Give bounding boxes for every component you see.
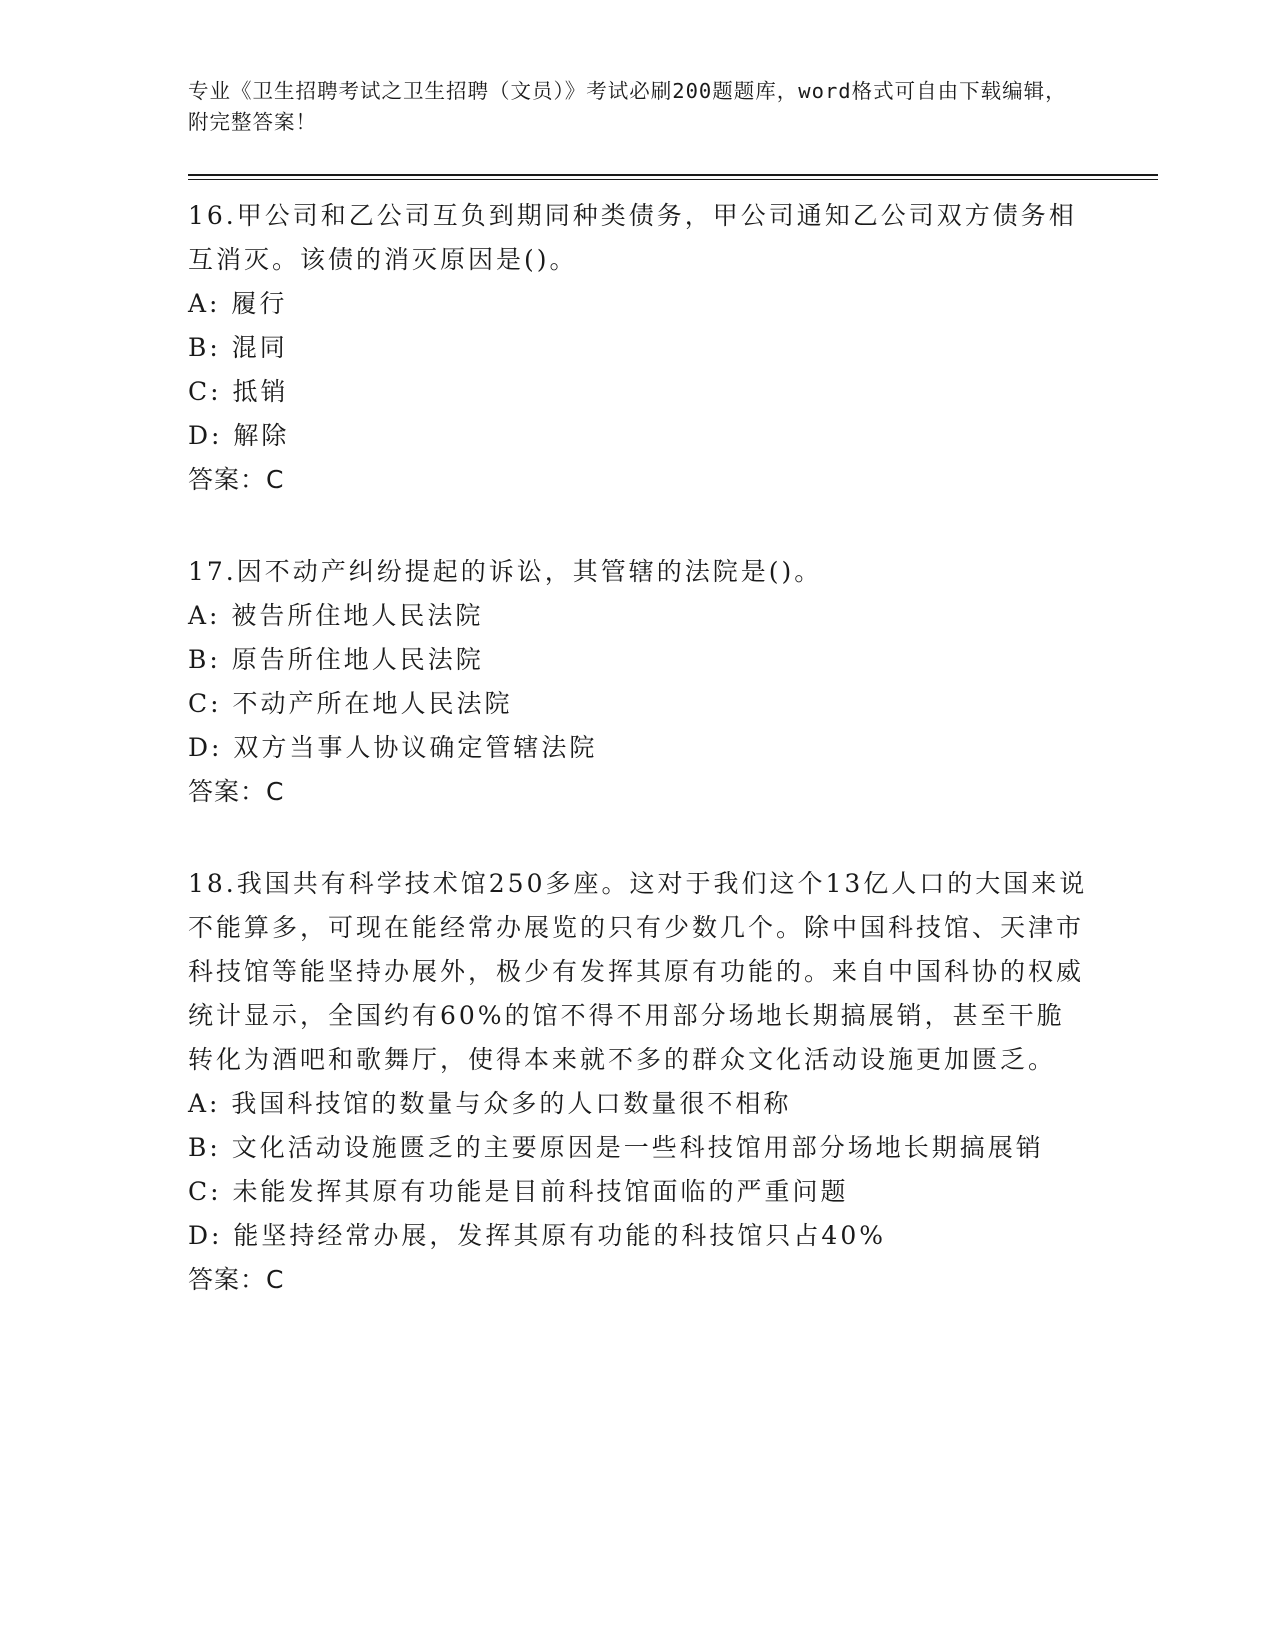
question-stem: 17.因不动产纠纷提起的诉讼，其管辖的法院是()。 [188,557,823,586]
answer: 答案：C [188,465,285,494]
option-a: A: 履行 [188,289,288,318]
option-c: C: 抵销 [188,377,289,406]
option-b: B: 原告所住地人民法院 [188,645,484,674]
question-18 [188,862,1158,1302]
option-d: D: 解除 [188,421,290,450]
question-stem: 16.甲公司和乙公司互负到期同种类债务，甲公司通知乙公司双方债务相互消灭。该债的消灭原因是()。 [188,201,1077,274]
option-b: B: 文化活动设施匮乏的主要原因是一些科技馆用部分场地长期搞展销 [188,1133,1044,1162]
option-c: C: 不动产所在地人民法院 [188,689,513,718]
answer: 答案：C [188,1265,285,1294]
option-c: C: 未能发挥其原有功能是目前科技馆面临的严重问题 [188,1177,849,1206]
question-17 [188,550,1158,814]
document-page [188,0,1158,1302]
question-stem: 18.我国共有科学技术馆250多座。这对于我们这个13亿人口的大国来说不能算多，可现在能经常办展览的只有少数几个。除中国科技馆、天津市科技馆等能坚持办展外，极少有发挥其原有功能的。来自中国科协的权威统计显示，全国约有60%的馆不得不用部分场地长期搞展销，甚至干脆转化为酒吧和歌舞厅，使得本来就不多的群众文化活动设施更加匮乏。 [188,869,1088,1074]
answer: 答案：C [188,777,285,806]
header-divider [188,174,1158,180]
option-a: A: 被告所住地人民法院 [188,601,484,630]
document-header: 专业《卫生招聘考试之卫生招聘（文员）》考试必刷200题题库，word格式可自由下载编辑，附完整答案！ [188,79,1067,134]
option-d: D: 能坚持经常办展，发挥其原有功能的科技馆只占40% [188,1221,886,1250]
option-b: B: 混同 [188,333,288,362]
option-a: A: 我国科技馆的数量与众多的人口数量很不相称 [188,1089,792,1118]
option-d: D: 双方当事人协议确定管辖法院 [188,733,598,762]
question-16 [188,194,1158,502]
